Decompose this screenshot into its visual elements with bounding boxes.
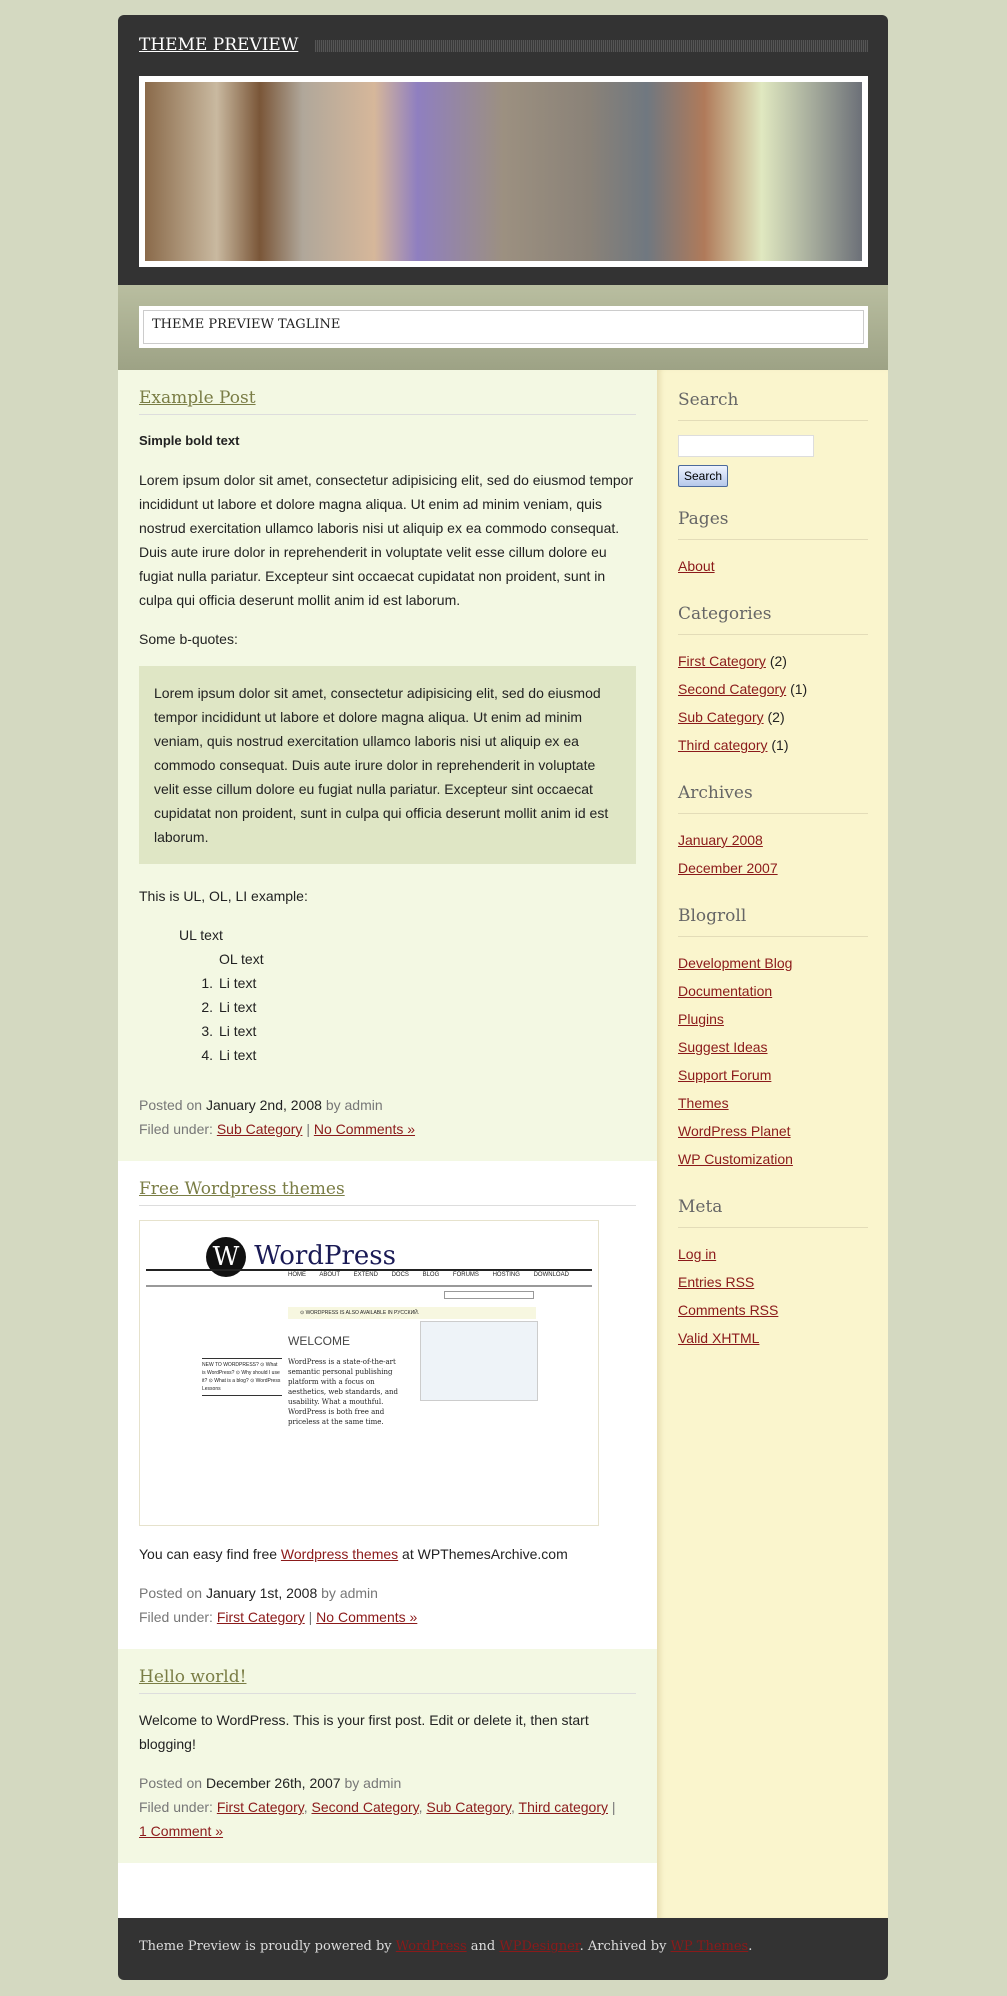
widget-title: Blogroll	[678, 906, 868, 937]
post	[118, 370, 657, 1161]
post-date: December 26th, 2007	[205, 1775, 341, 1791]
count: (2)	[767, 709, 785, 725]
blogroll-link[interactable]: Support Forum	[678, 1067, 772, 1083]
comments-link[interactable]: 1 Comment »	[139, 1823, 224, 1839]
header-dotted-bar	[315, 40, 868, 52]
bold-text: Simple bold text	[139, 433, 240, 448]
widget-title: Pages	[678, 509, 868, 540]
post-paragraph: Welcome to WordPress. This is your first post. Edit or delete it, then start blogging!	[139, 1712, 589, 1752]
meta-link[interactable]: Comments RSS	[678, 1302, 779, 1318]
widget-title: Meta	[678, 1197, 868, 1228]
cats-link[interactable]: First Category	[678, 653, 766, 669]
sidebar	[657, 370, 888, 1918]
blogroll-link[interactable]: Plugins	[678, 1011, 724, 1027]
footer-wordpress-link[interactable]: WordPress	[395, 1939, 467, 1954]
wordpress-screenshot-image: W WordPress HOME ABOUT EXTEND DOCS BLOG FORUMS HOSTING DOWNLOAD ⊙ WORDPRESS IS ALSO AVAILABLE IN РУССКИЙ. WELCOME WordPress is a state-of-the-art semantic personal publishing platform with a focus on aesthetics, web standards, and usability. What a mouthful. WordPress is both free and priceless at the same time. NEW TO WORDPRESS? ⊙ What is WordPress? ⊙ Why should I use it? ⊙ What is a blog? ⊙ WordPress Lessons	[139, 1220, 599, 1526]
list-item: Li text	[219, 975, 257, 991]
post-meta: Posted on January 2nd, 2008 by admin Filed under: Sub Category | No Comments »	[139, 1097, 416, 1137]
count: (1)	[790, 681, 808, 697]
blogroll-link[interactable]: Themes	[678, 1095, 729, 1111]
post-date: January 1st, 2008	[205, 1585, 318, 1601]
unordered-list	[179, 923, 636, 1067]
page-link-about[interactable]: About	[678, 558, 715, 574]
widget-title: Search	[678, 390, 868, 421]
page-wrapper	[118, 15, 888, 1980]
category-link[interactable]: Third category	[518, 1799, 608, 1815]
comments-link[interactable]: No Comments »	[316, 1609, 418, 1625]
header-banner	[139, 76, 868, 267]
cats-link[interactable]: Sub Category	[678, 709, 764, 725]
post-title-link[interactable]: Free Wordpress themes	[139, 1179, 345, 1199]
main-content	[118, 370, 657, 1918]
tagline-band	[118, 285, 888, 370]
search-input[interactable]	[678, 435, 814, 457]
blockquote: Lorem ipsum dolor sit amet, consectetur adipisicing elit, sed do eiusmod tempor incididunt ut labore et dolore magna aliqua. Ut enim ad minim veniam, quis nostrud exercitation ullamco laboris nisi ut aliquip ex ea commodo consequat. Duis aute irure dolor in reprehenderit in voluptate velit esse cillum dolore eu fugiat nulla pariatur. Excepteur sint occaecat cupidatat non proident, sunt in culpa qui officia deserunt mollit anim id est laborum.	[139, 666, 636, 864]
meta-link[interactable]: Entries RSS	[678, 1274, 755, 1290]
meta-link[interactable]: Valid XHTML	[678, 1330, 760, 1346]
ol-text: OL text	[219, 951, 264, 967]
sidebar-list-item	[678, 1143, 868, 1175]
blogroll-link[interactable]: Suggest Ideas	[678, 1039, 768, 1055]
banner-photo	[145, 82, 862, 261]
list-intro: This is UL, OL, LI example:	[139, 888, 308, 904]
list-item: Li text	[219, 999, 257, 1015]
post-title-link[interactable]: Hello world!	[139, 1667, 247, 1687]
footer: Theme Preview is proudly powered by WordPress and WPDesigner. Archived by WP Themes.	[118, 1918, 888, 1980]
post-paragraph: Lorem ipsum dolor sit amet, consectetur adipisicing elit, sed do eiusmod tempor incididunt ut labore et dolore magna aliqua. Ut enim ad minim veniam, quis nostrud exercitation ullamco laboris nisi ut aliquip ex ea commodo consequat. Duis aute irure dolor in reprehenderit in voluptate velit esse cillum dolore eu fugiat nulla pariatur. Excepteur sint occaecat cupidatat non proident, sunt in culpa qui officia deserunt mollit anim id est laborum.	[139, 472, 634, 608]
sidebar-list-item	[678, 852, 868, 884]
archives-link[interactable]: December 2007	[678, 860, 778, 876]
list-item: Li text	[219, 1023, 257, 1039]
category-link[interactable]: Sub Category	[216, 1121, 303, 1137]
category-link[interactable]: First Category	[216, 1799, 304, 1815]
category-link[interactable]: First Category	[216, 1609, 305, 1625]
count: (1)	[771, 737, 789, 753]
bquote-intro: Some b-quotes:	[139, 631, 238, 647]
post	[118, 1649, 657, 1863]
post-meta: Posted on January 1st, 2008 by admin Filed under: First Category | No Comments »	[139, 1585, 418, 1625]
meta-link[interactable]: Log in	[678, 1246, 717, 1262]
post: Free Wordpress themes W WordPress HOME ABOUT EXTEND DOCS BLOG FORUMS HOSTING DOWNLOAD ⊙ WORDPRESS IS ALSO AVAILABLE IN РУССКИЙ. WELCOME WordPress is a state-of-the-art semantic personal publishing platform with a focus on aesthetics, web standards, and usability. What a mouthful. WordPress is both free and priceless at the same time. NEW TO WORDPRESS? ⊙ What is WordPress? ⊙ Why should I use it? ⊙ What is a blog? ⊙ WordPress Lessons You can easy find free Wordpress themes at WPThemesArchive.com Posted on January 1st, 2008 by admin Filed under: First Category | No Comments »	[118, 1161, 657, 1649]
footer-wpdesigner-link[interactable]: WPDesigner	[499, 1939, 580, 1954]
widget-title: Categories	[678, 604, 868, 635]
blogroll-link[interactable]: Development Blog	[678, 955, 793, 971]
cats-link[interactable]: Third category	[678, 737, 768, 753]
category-link[interactable]: Sub Category	[426, 1799, 511, 1815]
blogroll-link[interactable]: WP Customization	[678, 1151, 793, 1167]
sidebar-list-item	[678, 1322, 868, 1354]
category-link[interactable]: Second Category	[311, 1799, 419, 1815]
header	[118, 15, 888, 285]
widget-title: Archives	[678, 783, 868, 814]
search-button[interactable]: Search	[678, 465, 728, 487]
list-item: Li text	[219, 1047, 257, 1063]
site-title-link[interactable]: THEME PREVIEW	[139, 35, 299, 55]
comments-link[interactable]: No Comments »	[313, 1121, 416, 1137]
cats-link[interactable]: Second Category	[678, 681, 787, 697]
ul-text: UL text	[179, 927, 223, 943]
tagline: THEME PREVIEW TAGLINE	[143, 310, 864, 344]
blogroll-link[interactable]: Documentation	[678, 983, 773, 999]
blogroll-link[interactable]: WordPress Planet	[678, 1123, 791, 1139]
post-date: January 2nd, 2008	[205, 1097, 322, 1113]
footer-wp-themes-link[interactable]: WP Themes	[670, 1939, 749, 1954]
archives-link[interactable]: January 2008	[678, 832, 763, 848]
count: (2)	[769, 653, 787, 669]
post-meta: Posted on December 26th, 2007 by admin Filed under: First Category, Second Category, Sub Category, Third category | 1 Comment »	[139, 1775, 616, 1839]
ordered-list: OL text 1. Li text 2. Li text 3. Li text 4. Li text	[201, 951, 264, 1063]
wordpress-themes-link[interactable]: Wordpress themes	[280, 1546, 399, 1562]
post-title-link[interactable]: Example Post	[139, 388, 256, 408]
sidebar-list-item	[678, 729, 868, 761]
wordpress-logo-icon: W	[206, 1237, 246, 1277]
